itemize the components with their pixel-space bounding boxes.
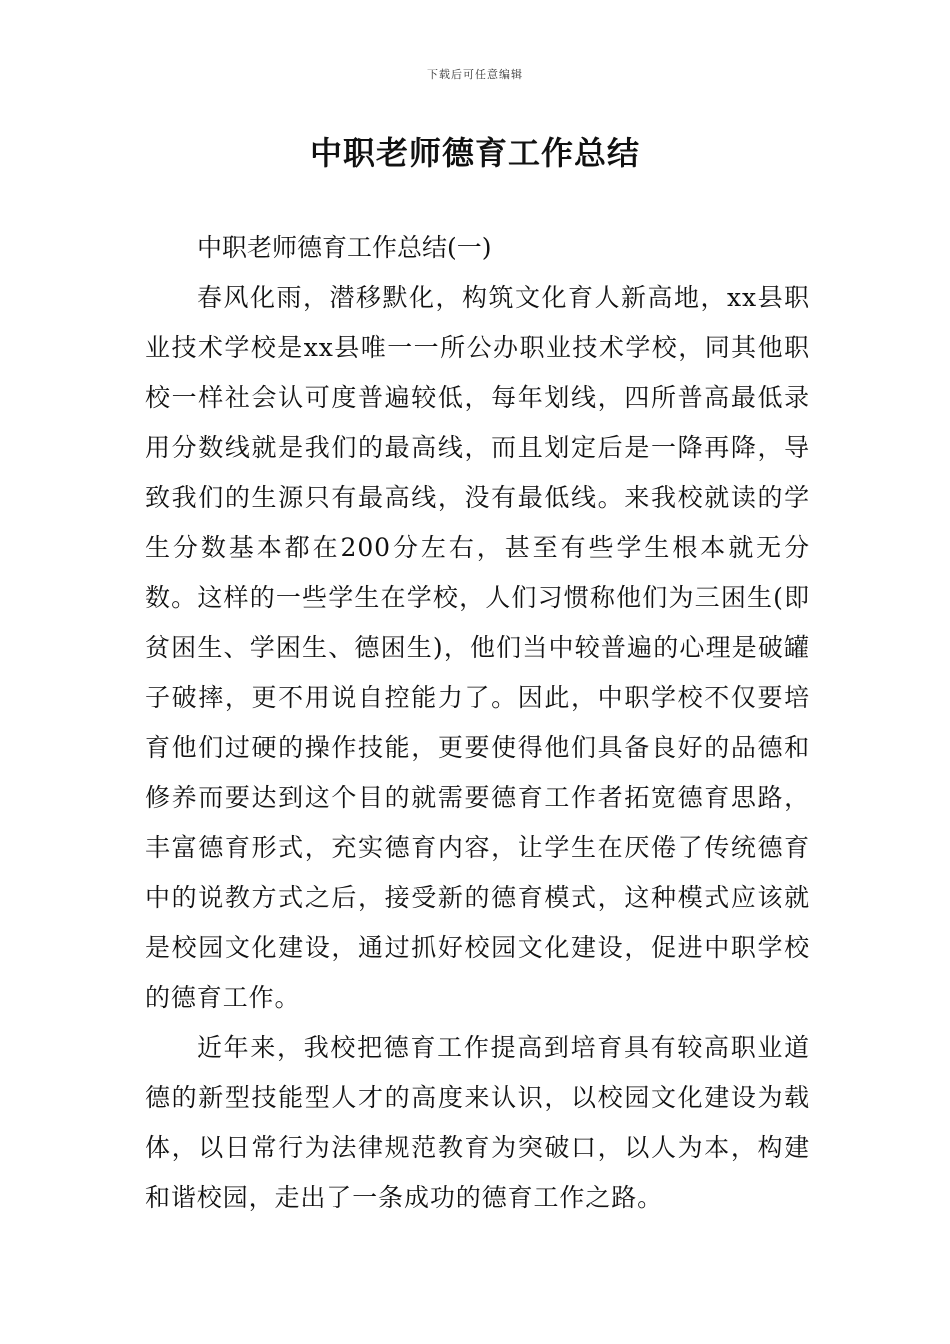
- section-heading: 中职老师德育工作总结(一): [197, 233, 492, 262]
- document-title: 中职老师德育工作总结: [309, 134, 640, 172]
- paragraph-1: 春风化雨，潜移默化，构筑文化育人新高地，xx县职业技术学校是xx县唯一一所公办职业技术学校，同其他职校一样社会认可度普遍较低，每年划线，四所普高最低录用分数线就是我们的最高线，而且划定后是一降再降，导致我们的生源只有最高线，没有最低线。来我校就读的学生分数基本都在200分左右，甚至有些学生根本就无分数。这样的一些学生在学校，人们习惯称他们为三困生(即贫困生、学困生、德困生)，他们当中较普遍的心理是破罐子破摔，更不用说自控能力了。因此，中职学校不仅要培育他们过硬的操作技能，更要使得他们具备良好的品德和修养而要达到这个目的就需要德育工作者拓宽德育思路，丰富德育形式，充实德育内容，让学生在厌倦了传统德育中的说教方式之后，接受新的德育模式，这种模式应该就是校园文化建设，通过抓好校园文化建设，促进中职学校的德育工作。: [145, 283, 810, 1012]
- document-body: [145, 223, 810, 1223]
- header-note: 下载后可任意编辑: [427, 68, 523, 81]
- paragraph-2: 近年来，我校把德育工作提高到培育具有较高职业道德的新型技能型人才的高度来认识，以校园文化建设为载体，以日常行为法律规范教育为突破口，以人为本，构建和谐校园，走出了一条成功的德育工作之路。: [145, 1033, 810, 1212]
